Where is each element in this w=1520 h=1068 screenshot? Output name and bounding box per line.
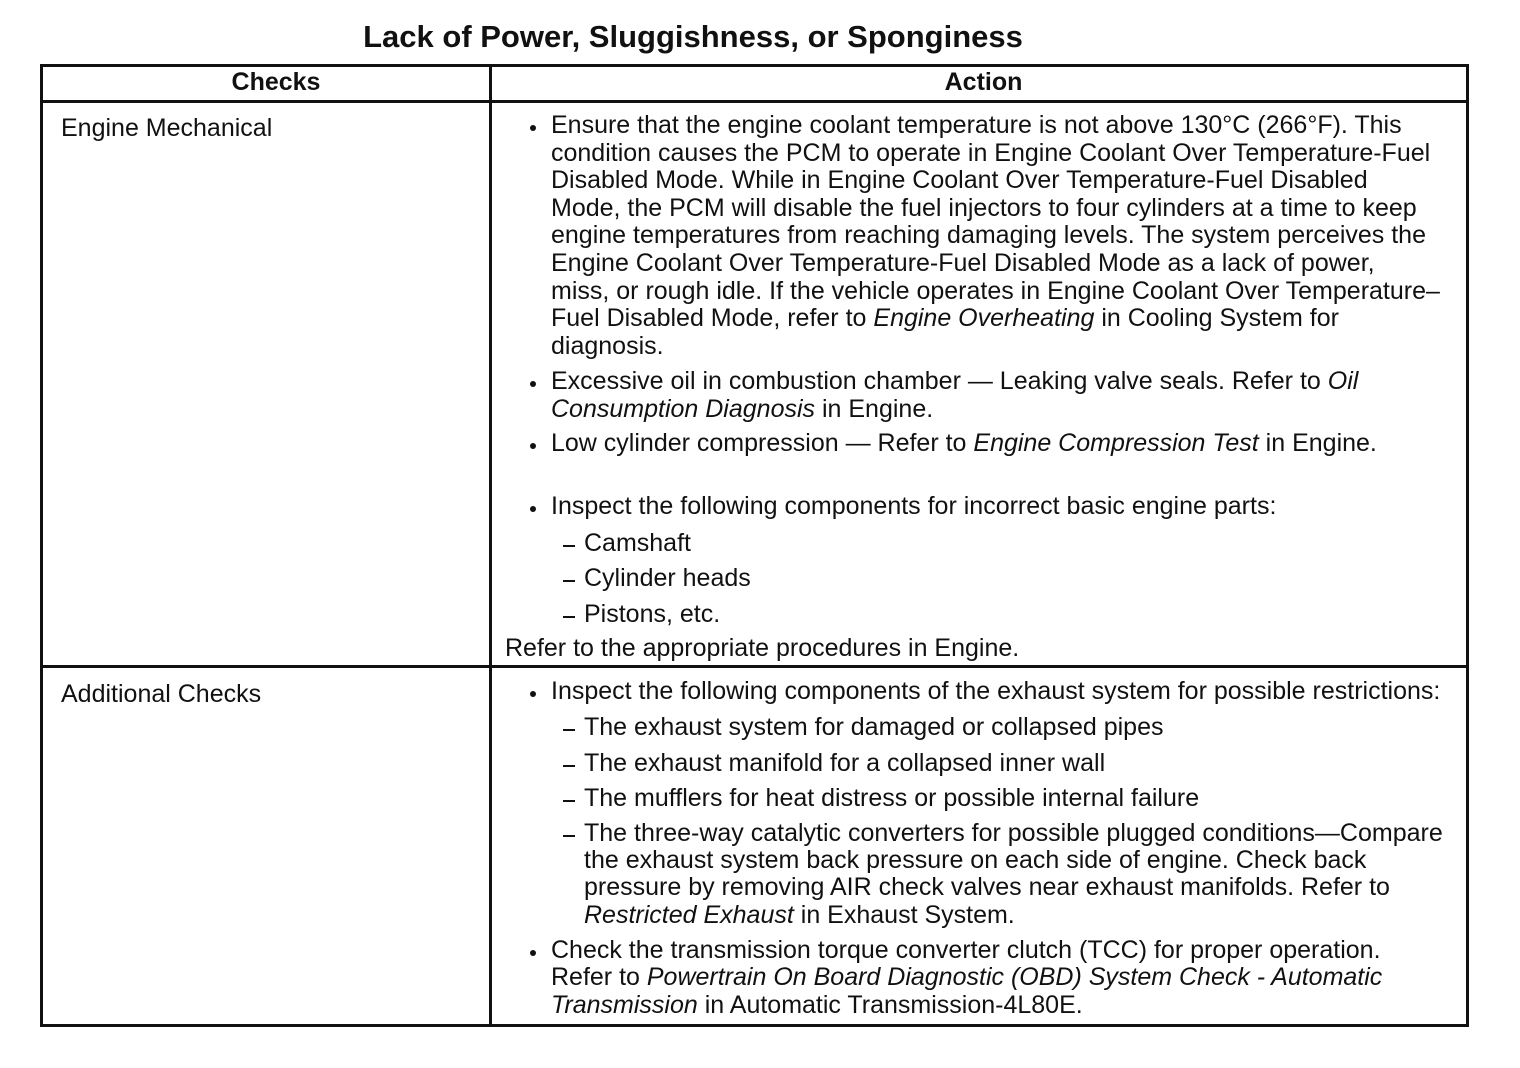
action-line xyxy=(551,111,1402,139)
sub-item-line xyxy=(584,846,1366,874)
action-text: Refer to xyxy=(551,963,647,991)
row-divider xyxy=(40,665,1469,668)
action-text: The exhaust manifold for a collapsed inner wall xyxy=(584,749,1106,777)
sub-item xyxy=(584,713,1163,741)
action-emphasis: Powertrain On Board Diagnostic (OBD) System Check - Automatic xyxy=(646,963,1383,991)
action-line xyxy=(551,677,1440,705)
action-line xyxy=(551,936,1381,964)
action-text: The mufflers for heat distress or possible internal failure xyxy=(584,784,1200,812)
action-line xyxy=(551,166,1368,194)
action-note: Refer to the appropriate procedures in Engine. xyxy=(505,634,1020,662)
action-text: the exhaust system back pressure on each side of engine. Check back xyxy=(584,846,1367,874)
sub-item xyxy=(584,784,1199,812)
action-emphasis: Engine Compression Test xyxy=(973,429,1259,457)
action-text: Inspect the following components of the exhaust system for possible restrictions: xyxy=(551,677,1441,705)
action-text: condition causes the PCM to operate in Engine Coolant Over Temperature-Fuel xyxy=(551,139,1431,167)
action-text: diagnosis. xyxy=(551,332,664,360)
action-line xyxy=(551,991,1083,1019)
page-title: Lack of Power, Sluggishness, or Sponginess xyxy=(363,19,1023,54)
sub-item xyxy=(584,819,1443,847)
check-label: Engine Mechanical xyxy=(61,114,273,142)
action-emphasis: Restricted Exhaust xyxy=(584,901,794,929)
action-line xyxy=(551,304,1339,332)
action-text: Mode, the PCM will disable the fuel injectors to four cylinders at a time to keep xyxy=(551,194,1417,222)
action-line xyxy=(551,332,664,360)
action-text: Ensure that the engine coolant temperature is not above 130°C (266°F). This xyxy=(551,111,1402,139)
action-line xyxy=(551,429,1377,457)
action-text: The three-way catalytic converters for possible plugged conditions—Compare xyxy=(584,819,1443,847)
action-text: Cylinder heads xyxy=(584,564,751,592)
sub-item xyxy=(584,564,751,592)
action-text: in Cooling System for xyxy=(1094,304,1339,332)
sub-item-line xyxy=(584,901,1015,929)
action-text: in Engine. xyxy=(1258,429,1377,457)
column-header-action: Action xyxy=(944,68,1023,96)
action-text: The exhaust system for damaged or collapsed pipes xyxy=(584,713,1164,741)
action-line xyxy=(551,249,1375,277)
action-text: Camshaft xyxy=(584,529,691,557)
action-emphasis: Oil xyxy=(1327,367,1359,395)
action-emphasis: Engine Overheating xyxy=(873,304,1095,332)
action-line xyxy=(551,367,1358,395)
action-text: engine temperatures from reaching damaging levels. The system perceives the xyxy=(551,221,1426,249)
sub-item-line xyxy=(584,873,1390,901)
action-text: in Engine. xyxy=(815,395,934,423)
action-text: Disabled Mode. While in Engine Coolant Over Temperature-Fuel Disabled xyxy=(551,166,1368,194)
action-text: in Automatic Transmission-4L80E. xyxy=(697,991,1083,1019)
action-text: Inspect the following components for incorrect basic engine parts: xyxy=(551,492,1277,520)
sub-item xyxy=(584,749,1105,777)
sub-item xyxy=(584,529,691,557)
action-text: Pistons, etc. xyxy=(584,600,721,628)
column-divider xyxy=(489,64,492,1027)
action-text: Check the transmission torque converter clutch (TCC) for proper operation. xyxy=(551,936,1381,964)
action-line xyxy=(551,277,1440,305)
action-text: Excessive oil in combustion chamber — Leaking valve seals. Refer to xyxy=(551,367,1328,395)
sub-item xyxy=(584,600,720,628)
action-emphasis: Transmission xyxy=(551,991,698,1019)
action-line xyxy=(551,221,1426,249)
action-line xyxy=(551,963,1382,991)
header-divider xyxy=(40,100,1469,103)
column-header-checks: Checks xyxy=(231,68,321,96)
check-label: Additional Checks xyxy=(61,680,262,708)
action-text: miss, or rough idle. If the vehicle operates in Engine Coolant Over Temperature– xyxy=(551,277,1440,305)
action-text: Fuel Disabled Mode, refer to xyxy=(551,304,874,332)
action-text: in Exhaust System. xyxy=(793,901,1015,929)
action-text: Engine Coolant Over Temperature-Fuel Disabled Mode as a lack of power, xyxy=(551,249,1375,277)
action-line xyxy=(551,139,1430,167)
action-emphasis: Consumption Diagnosis xyxy=(551,395,816,423)
action-line xyxy=(551,492,1276,520)
action-text: Low cylinder compression — Refer to xyxy=(551,429,974,457)
action-line xyxy=(551,395,933,423)
action-text: pressure by removing AIR check valves near exhaust manifolds. Refer to xyxy=(584,873,1390,901)
action-line xyxy=(551,194,1417,222)
